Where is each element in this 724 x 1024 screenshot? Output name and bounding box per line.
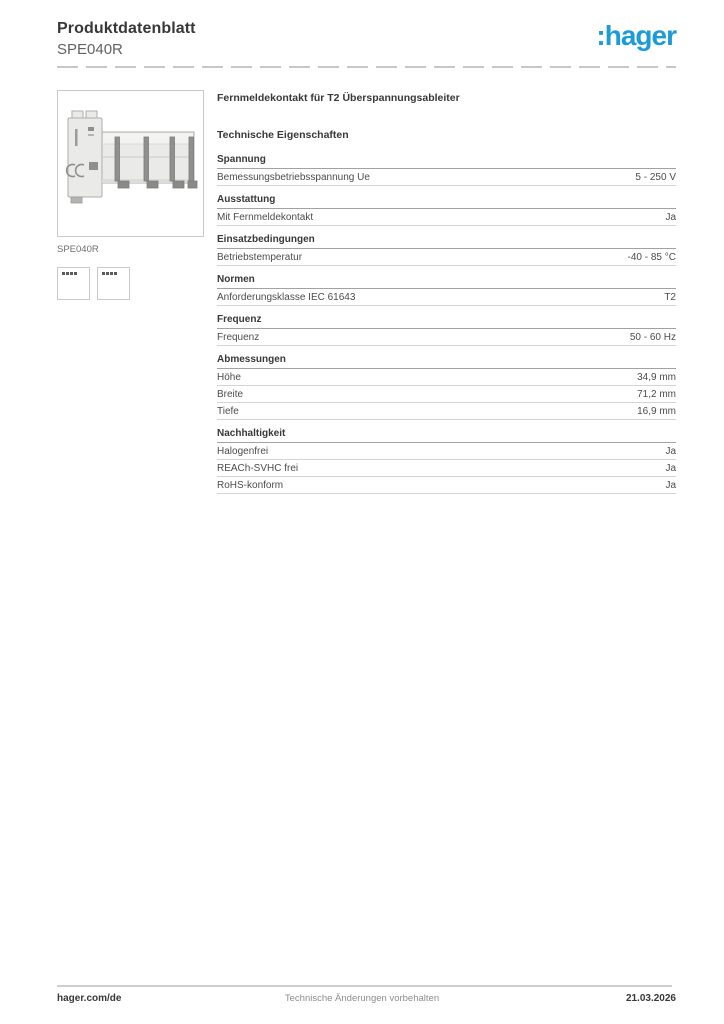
section-title: Ausstattung xyxy=(217,194,676,209)
footer-date: 21.03.2026 xyxy=(625,993,676,1004)
header-divider xyxy=(57,66,676,68)
spec-value: Ja xyxy=(665,480,676,491)
doc-type-title: Produktdatenblatt xyxy=(57,20,196,37)
spec-section xyxy=(217,194,676,226)
spec-section xyxy=(217,154,676,186)
spec-row xyxy=(217,460,676,477)
spec-value: -40 - 85 °C xyxy=(627,252,676,263)
spec-section xyxy=(217,314,676,346)
spec-row xyxy=(217,329,676,346)
section-title: Normen xyxy=(217,274,676,289)
tech-properties-heading: Technische Eigenschaften xyxy=(217,129,349,141)
product-image-caption: SPE040R xyxy=(57,244,99,255)
spec-label: Bemessungsbetriebsspannung Ue xyxy=(217,172,370,183)
spec-row xyxy=(217,477,676,494)
thumbnail-marks xyxy=(102,272,129,275)
section-title: Spannung xyxy=(217,154,676,169)
spec-value: 71,2 mm xyxy=(637,389,676,400)
thumbnail-marks xyxy=(62,272,89,275)
spec-label: Tiefe xyxy=(217,406,239,417)
section-title: Einsatzbedingungen xyxy=(217,234,676,249)
spec-value: 5 - 250 V xyxy=(635,172,676,183)
spec-label: Breite xyxy=(217,389,244,400)
hager-logo: :hager xyxy=(596,20,676,51)
spec-label: Halogenfrei xyxy=(217,446,269,457)
spec-row xyxy=(217,289,676,306)
spec-row xyxy=(217,369,676,386)
spec-value: T2 xyxy=(664,292,676,303)
spec-row xyxy=(217,169,676,186)
spec-value: Ja xyxy=(665,446,676,457)
product-image xyxy=(58,91,203,236)
spec-section xyxy=(217,274,676,306)
spec-value: Ja xyxy=(665,212,676,223)
spec-label: Höhe xyxy=(217,372,241,383)
spec-value: 16,9 mm xyxy=(637,406,676,417)
spec-value: Ja xyxy=(665,463,676,474)
footer-notice: Technische Änderungen vorbehalten xyxy=(284,993,440,1004)
footer-divider xyxy=(57,985,672,987)
spec-label: Mit Fernmeldekontakt xyxy=(217,212,314,223)
spec-row xyxy=(217,209,676,226)
thumbnail xyxy=(97,267,130,300)
spec-label: Anforderungsklasse IEC 61643 xyxy=(217,292,356,303)
spec-value: 34,9 mm xyxy=(637,372,676,383)
header xyxy=(57,20,196,58)
thumbnail xyxy=(57,267,90,300)
left-panel xyxy=(57,90,204,300)
spec-section xyxy=(217,354,676,420)
spec-label: RoHS-konform xyxy=(217,480,284,491)
section-title: Frequenz xyxy=(217,314,676,329)
spec-row xyxy=(217,443,676,460)
spec-label: Frequenz xyxy=(217,332,260,343)
spec-label: REACh-SVHC frei xyxy=(217,463,299,474)
product-reference: SPE040R xyxy=(57,41,123,58)
footer-website: hager.com/de xyxy=(57,993,122,1004)
product-description: Fernmeldekontakt für T2 Überspannungsableiter xyxy=(217,92,460,104)
spec-label: Betriebstemperatur xyxy=(217,252,303,263)
product-image-frame xyxy=(57,90,204,237)
spec-value: 50 - 60 Hz xyxy=(629,332,676,343)
spec-panel xyxy=(217,90,676,502)
spec-row xyxy=(217,249,676,266)
spec-row xyxy=(217,403,676,420)
spec-sections xyxy=(217,154,676,494)
section-title: Abmessungen xyxy=(217,354,676,369)
spec-section xyxy=(217,428,676,494)
section-title: Nachhaltigkeit xyxy=(217,428,676,443)
spec-section xyxy=(217,234,676,266)
thumbnail-row xyxy=(57,267,204,300)
spec-row xyxy=(217,386,676,403)
